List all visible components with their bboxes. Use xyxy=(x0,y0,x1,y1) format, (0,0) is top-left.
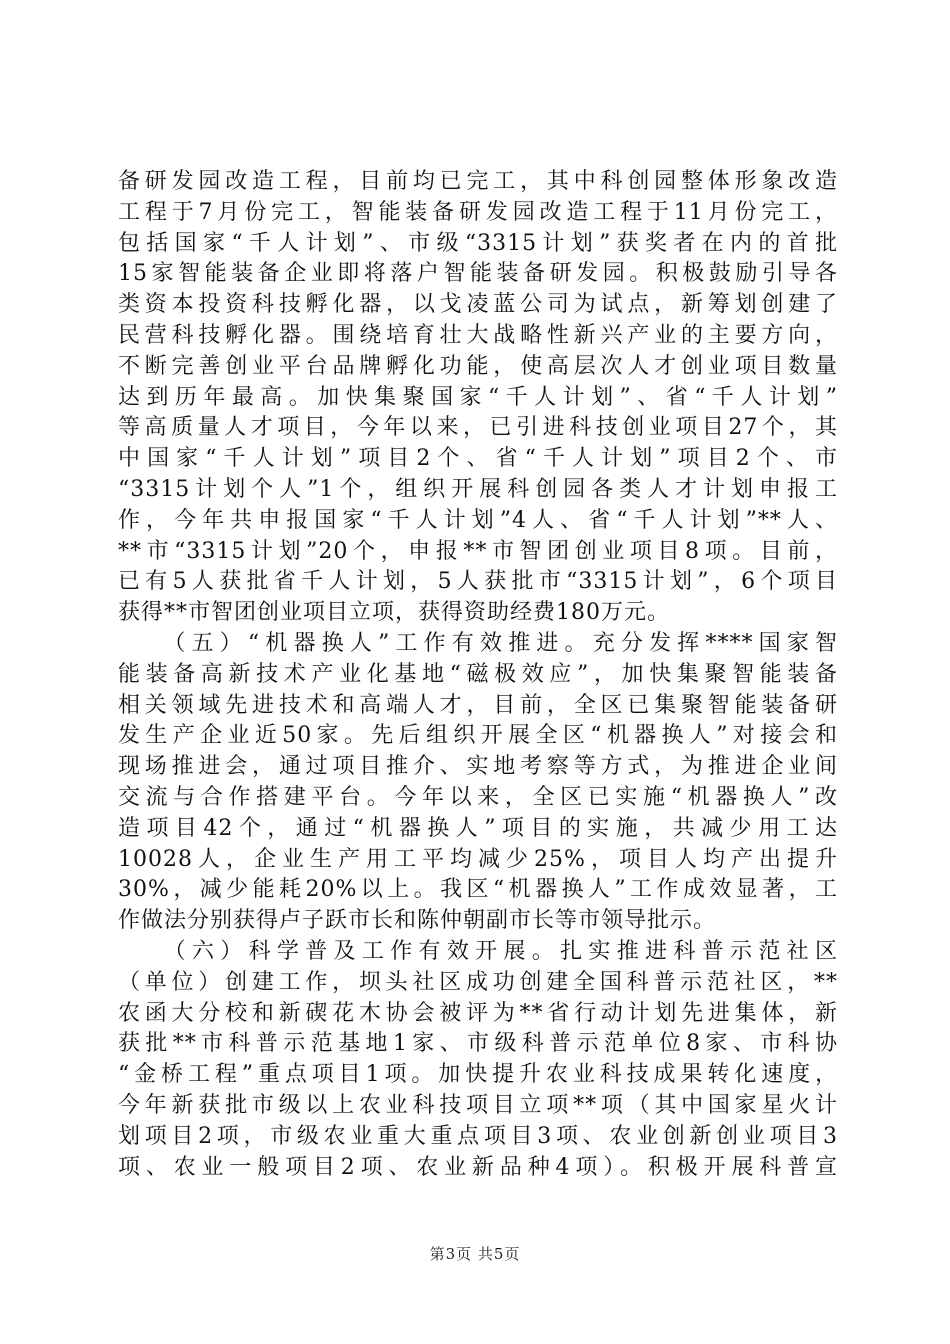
text-line: 发生产企业近50家。先后组织开展全区“机器换人”对接会和 xyxy=(118,723,838,749)
text-line: 项、农业一般项目2项、农业新品种4项）。积极开展科普宣 xyxy=(118,1154,838,1180)
section-heading-line: （五）“机器换人”工作有效推进。充分发挥****国家智 xyxy=(118,630,838,656)
text-line: 工程于7月份完工，智能装备研发园改造工程于11月份完工， xyxy=(118,199,838,225)
text-line: 交流与合作搭建平台。今年以来，全区已实施“机器换人”改 xyxy=(118,784,838,810)
text-line: 达到历年最高。加快集聚国家“千人计划”、省“千人计划” xyxy=(118,384,838,410)
text-line: 造项目42个，通过“机器换人”项目的实施，共减少用工达 xyxy=(118,815,838,841)
text-line: 10028人，企业生产用工平均减少25%，项目人均产出提升 xyxy=(118,846,838,872)
section-heading-line: （六）科学普及工作有效开展。扎实推进科普示范社区 xyxy=(118,938,838,964)
text-line: 能装备高新技术产业化基地“磁极效应”，加快集聚智能装备 xyxy=(118,661,838,687)
text-line: 备研发园改造工程，目前均已完工，其中科创园整体形象改造 xyxy=(118,169,838,194)
text-line: 30%，减少能耗20%以上。我区“机器换人”工作成效显著，工 xyxy=(118,877,838,903)
text-line: 作，今年共申报国家“千人计划”4人、省“千人计划”**人、 xyxy=(118,507,838,533)
text-line: 今年新获批市级以上农业科技项目立项**项（其中国家星火计 xyxy=(118,1092,838,1118)
text-line: 15家智能装备企业即将落户智能装备研发园。积极鼓励引导各 xyxy=(118,261,838,287)
paragraph-end-line: 获得**市智团创业项目立项，获得资助经费180万元。 xyxy=(118,600,670,626)
text-line: 包括国家“千人计划”、市级“3315计划”获奖者在内的首批 xyxy=(118,230,838,256)
text-line: 现场推进会，通过项目推介、实地考察等方式，为推进企业间 xyxy=(118,754,838,780)
text-line: 民营科技孵化器。围绕培育壮大战略性新兴产业的主要方向， xyxy=(118,322,838,348)
text-line: 中国家“千人计划”项目2个、省“千人计划”项目2个、市 xyxy=(118,446,838,472)
page-number-label: 第3页 共5页 xyxy=(429,1245,521,1263)
text-line: **市“3315计划”20个，申报**市智团创业项目8项。目前， xyxy=(118,538,838,564)
text-line: “金桥工程”重点项目1项。加快提升农业科技成果转化速度， xyxy=(118,1062,838,1088)
text-line: 划项目2项，市级农业重大重点项目3项、农业创新创业项目3 xyxy=(118,1123,838,1149)
paragraph-end-line: 作做法分别获得卢子跃市长和陈仲朝副市长等市领导批示。 xyxy=(118,908,717,934)
text-line: 获批**市科普示范基地1家、市级科普示范单位8家、市科协 xyxy=(118,1031,838,1057)
text-line: 已有5人获批省千人计划，5人获批市“3315计划”，6个项目 xyxy=(118,569,838,595)
text-line: 农函大分校和新碶花木协会被评为**省行动计划先进集体，新 xyxy=(118,1000,838,1026)
text-line: 等高质量人才项目，今年以来，已引进科技创业项目27个，其 xyxy=(118,415,838,441)
text-line: 类资本投资科技孵化器，以戈凌蓝公司为试点，新筹划创建了 xyxy=(118,292,838,318)
document-body xyxy=(118,167,838,1183)
text-line: 不断完善创业平台品牌孵化功能，使高层次人才创业项目数量 xyxy=(118,353,838,379)
text-line: 相关领域先进技术和高端人才，目前，全区已集聚智能装备研 xyxy=(118,692,838,718)
text-line: “3315计划个人”1个，组织开展科创园各类人才计划申报工 xyxy=(118,476,838,502)
text-line: （单位）创建工作，坝头社区成功创建全国科普示范社区，** xyxy=(118,969,838,995)
page-footer xyxy=(0,1243,950,1264)
